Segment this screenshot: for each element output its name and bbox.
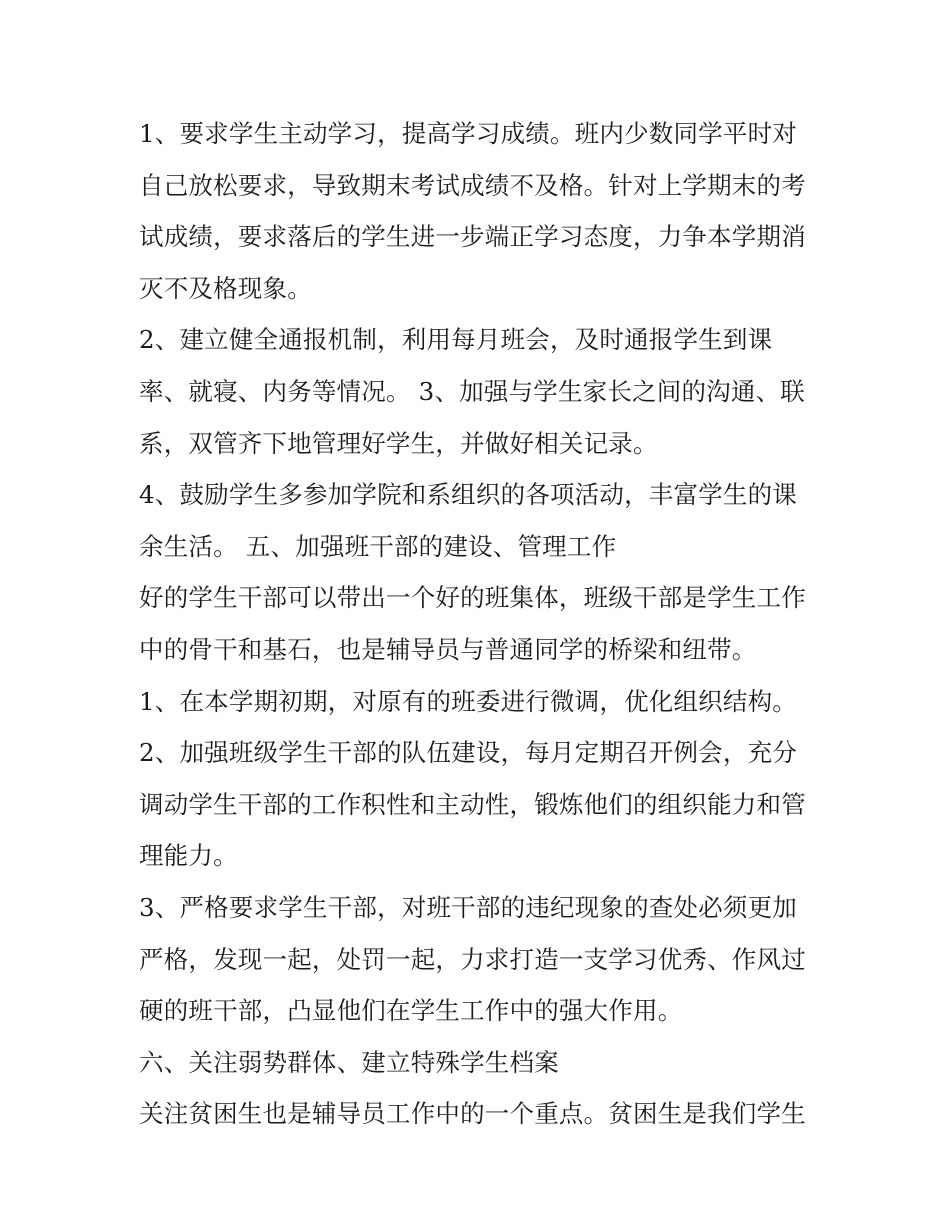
document-body xyxy=(139,108,819,1140)
text-line: 好的学生干部可以带出一个好的班集体，班级干部是学生工作 xyxy=(139,583,806,613)
text-line: 硬的班干部，凸显他们在学生工作中的强大作用。 xyxy=(139,996,683,1026)
text-line: 率、就寝、内务等情况。 3、加强与学生家长之间的沟通、联 xyxy=(139,376,805,406)
text-line: 2、建立健全通报机制，利用每月班会，及时通报学生到课 xyxy=(139,325,773,355)
text-line: 调动学生干部的工作积性和主动性，锻炼他们的组织能力和管 xyxy=(139,789,806,819)
text-line: 4、鼓励学生多参加学院和系组织的各项活动，丰富学生的课 xyxy=(139,480,797,510)
text-line: 关注贫困生也是辅导员工作中的一个重点。贫困生是我们学生 xyxy=(139,1099,806,1129)
text-line: 试成绩，要求落后的学生进一步端正学习态度，力争本学期消 xyxy=(139,222,806,252)
text-line: 严格，发现一起，处罚一起，力求打造一支学习优秀、作风过 xyxy=(139,944,806,974)
text-line: 3、严格要求学生干部，对班干部的违纪现象的查处必须更加 xyxy=(139,892,797,922)
section-heading-line: 余生活。 五、加强班干部的建设、管理工作 xyxy=(139,531,617,561)
section-heading-line: 六、关注弱势群体、建立特殊学生档案 xyxy=(139,1047,559,1077)
text-line: 系，双管齐下地管理好学生，并做好相关记录。 xyxy=(139,428,658,458)
text-line: 2、加强班级学生干部的队伍建设，每月定期召开例会，充分 xyxy=(139,738,797,768)
text-line: 1、要求学生主动学习，提高学习成绩。班内少数同学平时对 xyxy=(139,119,797,148)
text-line: 灭不及格现象。 xyxy=(139,273,312,303)
text-line: 自己放松要求，导致期末考试成绩不及格。针对上学期末的考 xyxy=(139,170,806,200)
text-line: 1、在本学期初期，对原有的班委进行微调，优化组织结构。 xyxy=(139,686,797,716)
text-line: 中的骨干和基石，也是辅导员与普通同学的桥梁和纽带。 xyxy=(139,634,757,664)
text-line: 理能力。 xyxy=(139,841,238,871)
